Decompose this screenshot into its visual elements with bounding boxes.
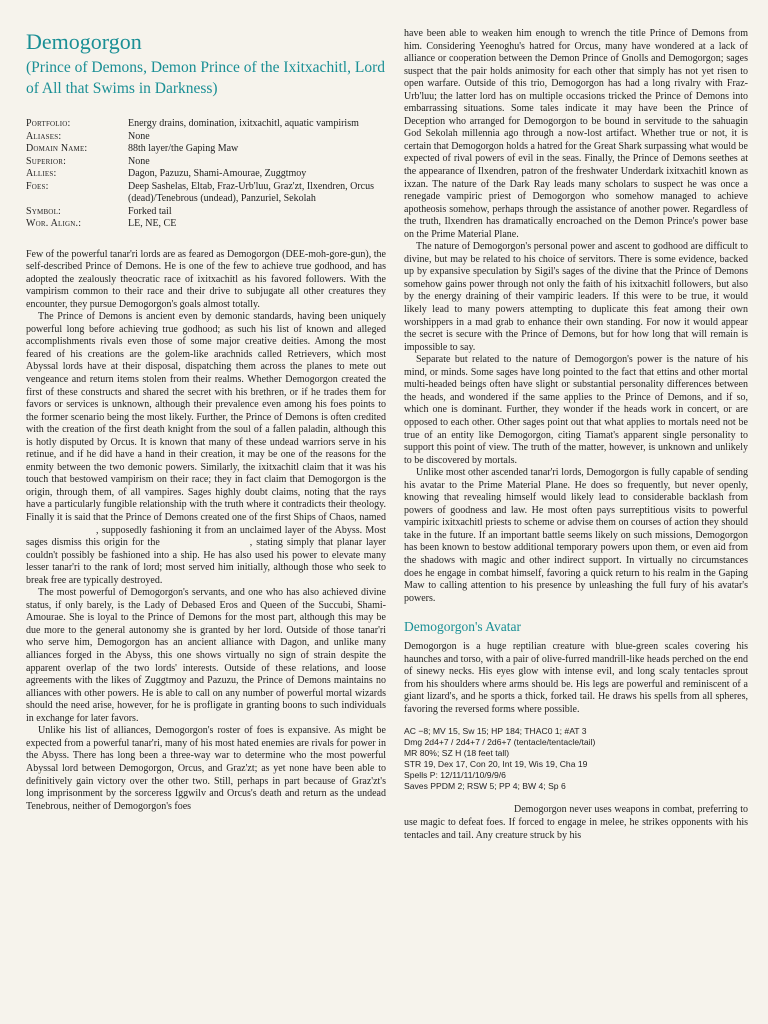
stat-aliases bbox=[26, 131, 386, 144]
statblock-line: AC −8; MV 15, Sw 15; HP 184; THAC0 1; #AT 3 bbox=[404, 726, 587, 737]
stat-symbol bbox=[26, 206, 386, 219]
stat-domain-name bbox=[26, 143, 386, 156]
stat-allies bbox=[26, 168, 386, 181]
stat-key: Symbol: bbox=[26, 205, 62, 217]
paragraph: The most powerful of Demogorgon's servants, and one who has also achieved divine status, if only barely, is the Lady of Debased Eros and Queen of the Succubi, Shami-Amourae. She is loyal to the Prince of Demons for the most part, although this may be due more to the general autonomy she is granted by her lord. Outside of those tanar'ri who serve him, Demogorgon has an ancient alliance with Dagon, and unlike many alliances forged in the Abyss, this one shows virtually no sign of strain despite the apparent overlap of the two lords' interests. Outside of these relations, and loose agreements with the likes of Zuggtmoy and Pazuzu, the Prince of Demons maintains no alliances with other powers. He is able to call on any number of powerful mortal wizards should the need arise, however, for he is profligate in granting boons to such individuals in exchange for later favors. bbox=[26, 587, 386, 724]
deity-stats bbox=[26, 118, 386, 231]
stat-foes bbox=[26, 181, 386, 206]
paragraph: Unlike most other ascended tanar'ri lords, Demogorgon is fully capable of sending his avatar to the Prime Material Plane. He does so frequently, but never openly, knowing that revealing himself would likely lead to considerable backlash from powers of goodness and law. He most often pays surreptitious visits to powerful vampiric ixitxachitl priests to scheme or advise them on courses of action they should take in the future. If an important battle seems likely on such missions, Demogorgon has been known to bestow additional temporary powers upon them, or even aid from the shadows with magic and other indirect support. In virtually no circumstances does he engage in combat himself, favoring a quick return to his realm in the Gaping Maw to calling attention to his presence by unleashing the full fury of his avatar's powers. bbox=[404, 467, 748, 604]
stat-key: Aliases: bbox=[26, 130, 62, 142]
paragraph: The nature of Demogorgon's personal power and ascent to godhood are difficult to divine, but may be related to his choice of servitors. There is some evidence, backed up by expansive speculation by Sigil's sages of the divine that the Prince of Demons somehow gains power through not only the faith of his ixitxachitl followers, but also by the energy draining of their vampiric leaders. If this were to be true, it would likely lead to many powers attempting to duplicate this feat among their own worshippers in a mad grab to enhance their own standing. For now it would appear the secret is secure with the Prince of Demons, but for how long that will remain is impossible to say. bbox=[404, 241, 748, 353]
page-title: Demogorgon bbox=[26, 29, 142, 54]
paragraph-text: , supposedly fashioning it from an unclaimed layer of the Abyss. Most sages dismiss this origin for the bbox=[26, 524, 386, 549]
statblock-line: MR 80%; SZ H (18 feet tall) bbox=[404, 748, 510, 759]
statblock-line: Saves PPDM 2; RSW 5; PP 4; BW 4; Sp 6 bbox=[404, 781, 566, 792]
page-subtitle: (Prince of Demons, Demon Prince of the Ixitxachitl, Lord of All that Swims in Darkness) bbox=[26, 59, 385, 98]
avatar-statblock bbox=[404, 726, 748, 792]
statblock-line: STR 19, Dex 17, Con 20, Int 19, Wis 19, Cha 19 bbox=[404, 759, 588, 770]
stat-key: Superior: bbox=[26, 155, 67, 167]
stat-value: Energy drains, domination, ixitxachitl, aquatic vampirism bbox=[128, 118, 359, 130]
paragraph-text: The Prince of Demons is ancient even by demonic standards, having been uniquely powerful long before achieving true godhood; as such his list of known and alleged accomplishments rivals even those of some major creative deities. Among the most feared of his creations are the golem-like arachnids called Retrievers, which most Abyssal lords have at their disposal, dispatching them across the planes to mete out vengeance and return items stolen from their realms. Whether Demogorgon created the first of these constructs and shared the secret with his brethren, or if he trades them for favors or services is unknown, although their prevalence even among his foes points to the former scenario being the most likely. Further, the Prince of Demons is often credited with the creation of the first death knight from the soul of a fallen paladin, although this is hotly disputed by Orcus. It is known that many of these undead warriors serve in his retinue, and if he did have a hand in their creation, it may be one of the reasons for the enmity between the two demonic powers. Similarly, the ixitxachitl claim that it was his touch that bestowed vampirism on their race; they in fact claim that Demogorgon is the origin, through them, of all vampires. Sages highly doubt claims, noting that the rays have a particularly fungible relationship with the truth where it contradicts their theology. Finally it is said that the Prince of Demons created one of the first Ships of Chaos, named bbox=[26, 311, 386, 524]
stat-key: Allies: bbox=[26, 168, 57, 180]
paragraph bbox=[26, 311, 386, 587]
stat-value: LE, NE, CE bbox=[128, 218, 177, 230]
paragraph: Separate but related to the nature of Demogorgon's power is the nature of his mind, or minds. Some sages have long pointed to the fact that ettins and other mortal multi-headed beings often have slight or substantial personality differences between the heads, and wondered if the same applies to the Prince of Demons, and if so, which one is dominant. Further, they wonder if the heads work in concert, or are opposed to each other. Other sages point out that what applies to mortals need not be true of an entity like Demogorgon, citing Tiamat's apparent single personality to support this point of view. The truth of the matter, however, is unknown and unlikely to be discovered by mortals. bbox=[404, 354, 748, 466]
left-column bbox=[26, 0, 386, 813]
stat-key: Wor. Align.: bbox=[26, 218, 82, 230]
stat-value: None bbox=[128, 155, 150, 167]
paragraph: Demogorgon never uses weapons in combat, preferring to use magic to defeat foes. If forced to engage in melee, he strikes opponents with his tentacles and tail. Any creature struck by his bbox=[404, 804, 748, 841]
paragraph: have been able to weaken him enough to wrench the title Prince of Demons from him. Considering Yeenoghu's hatred for Orcus, many have wondered at a lack of alliance or cooperation between the Demon Prince of Gnolls and Demogorgon; sages suspect that the pair holds animosity for each other that simply has not yet risen to open warfare. Outside of this trio, Demogorgon has had a long rivalry with Fraz-Urb'luu; the latter lord has on multiple occasions tricked the Prince of Demons into embarrassing situations. Some tales indicate it may have been the Prince of Deception who arranged for Demogorgon to be bound in servitude to the sahuagin God Sekolah millennia ago through a now-lost artifact. Whether true or not, it is certain that Demogorgon holds a hatred for the Great Shark surpassing what would be expected of rival powers of evil in the seas. Finally, the Prince of Demons seethes at the appearance of Ilxendren, patron of the freshwater Underdark ixitxachitl known as ixzan. The nature of the Dark Ray leads many scholars to suspect he was once a renegade vampiric priest of Demogorgon who somehow managed to achieve apotheosis somehow, perhaps through the assistance of another power. Regardless of the truth, Ilxendren has dramatically encroached on the Demon Prince's power base on the Prime Material Plane. bbox=[404, 28, 748, 240]
stat-value: None bbox=[128, 130, 150, 142]
stat-value: Forked tail bbox=[128, 205, 172, 217]
stat-portfolio bbox=[26, 118, 386, 131]
statblock-line: Spells P: 12/11/11/10/9/9/6 bbox=[404, 770, 506, 781]
stat-key: Domain Name: bbox=[26, 143, 88, 155]
right-body-text bbox=[404, 28, 748, 605]
paragraph: Unlike his list of alliances, Demogorgon's roster of foes is expansive. As might be expected from a powerful tanar'ri, many of his most hated enemies are rivals for power in the Abyss. There has long been a three-way war to determine who the most powerful Abyssal lord between Demogorgon, Orcus, and Graz'zt; as yet none have been able to definitively gain victory over the other two. Still, perhaps in part because of Graz'zt's long imprisonment by the sorceress Iggwilv and Orcus's death and return as the undead Tenebrous, neither of Demogorgon's foes bbox=[26, 725, 386, 812]
stat-value: Dagon, Pazuzu, Shami-Amourae, Zuggtmoy bbox=[128, 168, 307, 180]
avatar-description bbox=[404, 641, 748, 716]
right-column bbox=[404, 0, 748, 842]
stat-value: Deep Sashelas, Eltab, Fraz-Urb'luu, Graz'zt, Ilxendren, Orcus (dead)/Tenebrous (undead), Panzuriel, Sekolah bbox=[128, 180, 375, 205]
stat-superior bbox=[26, 156, 386, 169]
stat-worshipper-alignment bbox=[26, 218, 386, 231]
statblock-line: Dmg 2d4+7 / 2d4+7 / 2d6+7 (tentacle/tentacle/tail) bbox=[404, 737, 596, 748]
stat-key: Portfolio: bbox=[26, 118, 71, 130]
paragraph-text: , stating simply that planar layer couldn't possibly be fashioned into a ship. He has also used his power to elevate many lesser tanar'ri to the rank of lord; most served him initially, although those who seek to break free are typically destroyed. bbox=[26, 537, 386, 586]
combat-description bbox=[404, 804, 748, 842]
left-body-text bbox=[26, 249, 386, 814]
stat-key: Foes: bbox=[26, 180, 49, 192]
paragraph: Few of the powerful tanar'ri lords are as feared as Demogorgon (DEE-moh-gore-gun), the self-described Prince of Demons. He is one of the few to achieve true godhood, and has adopted the zealously theocratic race of ixitxachitl as his favored followers. With the vampirism common to their race and their drive to subjugate all other creatures they encounter, they pursue Demogorgon's goals almost totally. bbox=[26, 248, 386, 310]
avatar-heading: Demogorgon's Avatar bbox=[404, 619, 522, 635]
stat-value: 88th layer/the Gaping Maw bbox=[128, 143, 239, 155]
paragraph: Demogorgon is a huge reptilian creature with blue-green scales covering his haunches and torso, with a pair of olive-furred mandrill-like heads perched on the end of sinewy necks. His eyes glow with intense evil, and long scaly tentacles sprout from his shoulders where arms should be. His legs are powerful and reminiscent of a giant lizard's, and he sports a thick, forked tail. He draws his spells from all spheres, favoring the reversed forms where possible. bbox=[404, 641, 748, 715]
